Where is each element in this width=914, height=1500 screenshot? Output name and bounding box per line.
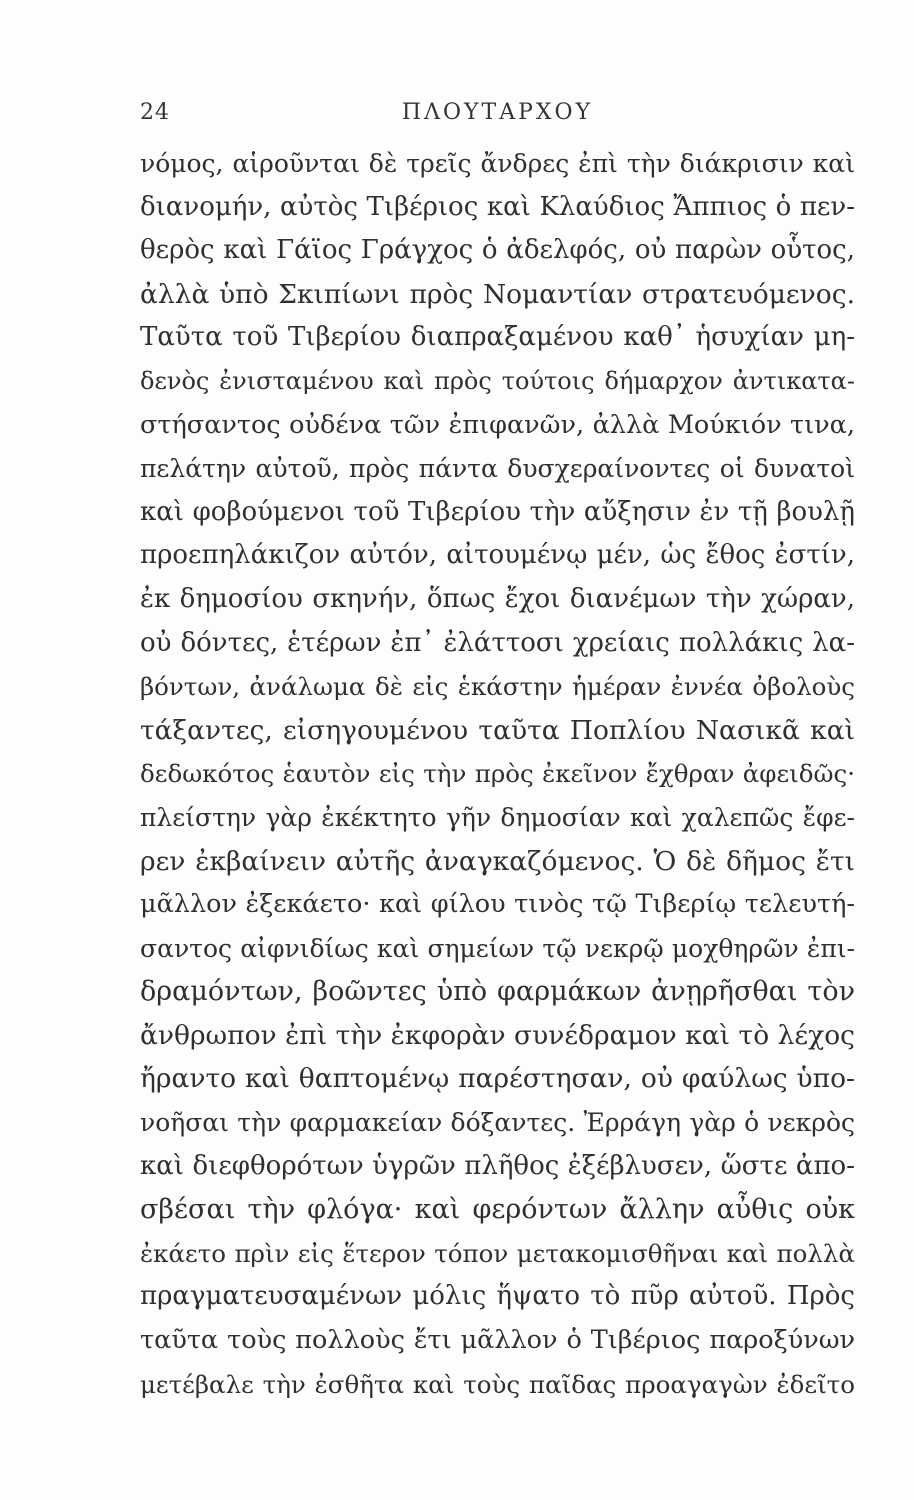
text-line: Ταῦτα τοῦ Τιβερίου διαπραξαμένου καθ᾽ ἡσυχίαν μη-	[140, 322, 855, 353]
text-line: ρεν ἐκβαίνειν αὐτῆς ἀναγκαζόμενος. Ὁ δὲ δῆμος ἔτι	[140, 845, 855, 877]
text-line: διανομήν, αὐτὸς Τιβέριος καὶ Κλαύδιος Ἄππιος ὁ πεν-	[140, 191, 855, 222]
text-line: θερὸς καὶ Γάϊος Γράγχος ὁ ἀδελφός, οὐ παρὼν οὗτος,	[140, 235, 855, 266]
text-line: ἄνθρωπον ἐπὶ τὴν ἐκφορὰν συνέδραμον καὶ τὸ λέχος	[140, 1019, 855, 1051]
text-line: ἐκ δημοσίου σκηνήν, ὅπως ἔχοι διανέμων τὴν χώραν,	[140, 583, 855, 614]
text-line: νόμος, αἱροῦνται δὲ τρεῖς ἄνδρες ἐπὶ τὴν διάκρισιν καὶ	[140, 149, 855, 178]
page-number: 24	[140, 100, 170, 125]
text-line: προεπηλάκιζον αὐτόν, αἰτουμένῳ μέν, ὡς ἔθος ἐστίν,	[140, 540, 855, 571]
text-line: δεδωκότος ἑαυτὸν εἰς τὴν πρὸς ἐκεῖνον ἔχθραν ἀφειδῶς·	[140, 759, 855, 789]
text-line: μετέβαλε τὴν ἐσθῆτα καὶ τοὺς παῖδας προαγαγὼν ἐδεῖτο	[140, 1369, 855, 1399]
running-head: ΠΛΟΥΤΑΡΧΟΥ	[401, 100, 594, 125]
text-line: ἤραντο καὶ θαπτομένῳ παρέστησαν, οὐ φαύλως ὑπο-	[140, 1063, 855, 1095]
text-line: νοῆσαι τὴν φαρμακείαν δόξαντες. Ἐρράγη γὰρ ὁ νεκρὸς	[140, 1108, 855, 1138]
text-line: δραμόντων, βοῶντες ὑπὸ φαρμάκων ἀνῃρῆσθαι τὸν	[140, 976, 855, 1008]
text-line: σβέσαι τὴν φλόγα· καὶ φερόντων ἄλλην αὖθις οὐκ	[140, 1194, 855, 1226]
body-text	[140, 142, 855, 1406]
text-line: καὶ φοβούμενοι τοῦ Τιβερίου τὴν αὔξησιν ἐν τῇ βουλῇ	[140, 496, 855, 527]
page-header	[140, 88, 855, 128]
text-line: πραγματευσαμένων μόλις ἥψατο τὸ πῦρ αὐτοῦ. Πρὸς	[140, 1281, 855, 1312]
text-line: ἐκάετο πρὶν εἰς ἕτερον τόπον μετακομισθῆναι καὶ πολλὰ	[140, 1238, 855, 1268]
text-line: ταῦτα τοὺς πολλοὺς ἔτι μᾶλλον ὁ Τιβέριος παροξύνων	[140, 1325, 855, 1356]
text-line: ἀλλὰ ὑπὸ Σκιπίωνι πρὸς Νομαντίαν στρατευόμενος.	[140, 278, 855, 310]
text-line: καὶ διεφθορότων ὑγρῶν πλῆθος ἐξέβλυσεν, ὥστε ἀπο-	[140, 1150, 855, 1181]
text-line: τάξαντες, εἰσηγουμένου ταῦτα Ποπλίου Νασικᾶ καὶ	[140, 714, 855, 746]
text-line: στήσαντος οὐδένα τῶν ἐπιφανῶν, ἀλλὰ Μούκιόν τινα,	[140, 409, 855, 440]
text-line: πλείστην γὰρ ἐκέκτητο γῆν δημοσίαν καὶ χαλεπῶς ἔφε-	[140, 802, 855, 832]
text-line: οὐ δόντες, ἑτέρων ἐπ᾽ ἐλάττοσι χρείαις πολλάκις λα-	[140, 627, 855, 658]
text-line: μᾶλλον ἐξεκάετο· καὶ φίλου τινὸς τῷ Τιβερίῳ τελευτή-	[140, 889, 855, 920]
text-line: βόντων, ἀνάλωμα δὲ εἰς ἑκάστην ἡμέραν ἐννέα ὀβολοὺς	[140, 672, 855, 702]
text-line: σαντος αἰφνιδίως καὶ σημείων τῷ νεκρῷ μοχθηρῶν ἐπι-	[140, 933, 855, 963]
text-line: πελάτην αὐτοῦ, πρὸς πάντα δυσχεραίνοντες οἱ δυνατοὶ	[140, 454, 855, 484]
text-line: δενὸς ἐνισταμένου καὶ πρὸς τούτοις δήμαρχον ἀντικατα-	[140, 366, 855, 395]
